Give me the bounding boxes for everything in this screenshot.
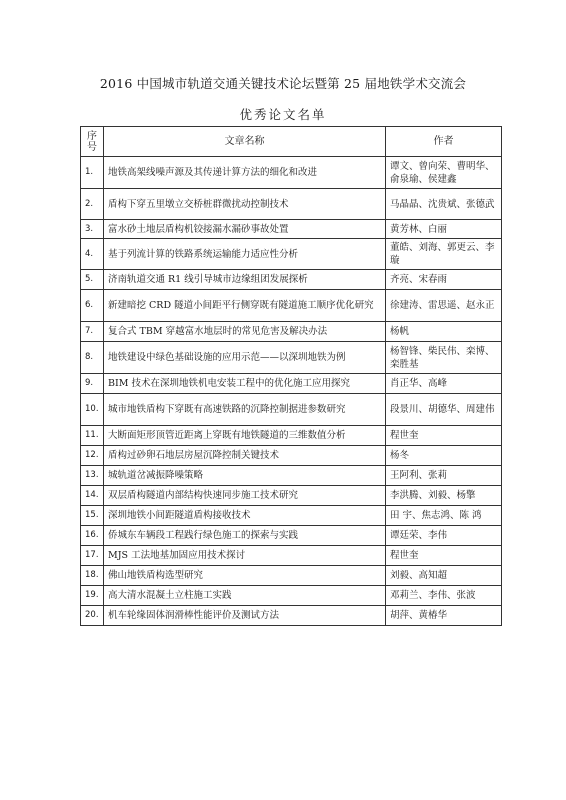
row-number: 12.	[81, 446, 104, 466]
table-row	[81, 546, 502, 566]
award-papers-table	[80, 126, 502, 626]
table-row	[81, 606, 502, 626]
paper-title: 双层盾构隧道内部结构快速同步施工技术研究	[104, 486, 386, 506]
paper-authors: 齐亮、宋春雨	[386, 270, 502, 290]
table-row	[81, 342, 502, 374]
header-authors: 作者	[386, 127, 502, 157]
table-row	[81, 270, 502, 290]
paper-authors: 马晶晶、沈贵斌、张德武	[386, 189, 502, 220]
row-number: 2.	[81, 189, 104, 220]
paper-authors: 李洪腾、刘毅、杨擎	[386, 486, 502, 506]
header-number-line2: 号	[87, 141, 97, 153]
row-number: 20.	[81, 606, 104, 626]
row-number: 5.	[81, 270, 104, 290]
paper-title: 基于列流计算的铁路系统运输能力适应性分析	[104, 239, 386, 270]
paper-title: 富水砂土地层盾构机铰接漏水漏砂事故处置	[104, 220, 386, 239]
paper-title: BIM 技术在深圳地铁机电安装工程中的优化施工应用探究	[104, 374, 386, 394]
paper-authors: 邓莉兰、李伟、张波	[386, 586, 502, 606]
paper-title: 机车轮缘固体润滑棒性能评价及测试方法	[104, 606, 386, 626]
paper-title: 新建暗挖 CRD 隧道小间距平行侧穿既有隧道施工顺序优化研究	[104, 290, 386, 322]
table-row	[81, 426, 502, 446]
table-row	[81, 239, 502, 270]
row-number: 1.	[81, 157, 104, 189]
table-row	[81, 506, 502, 526]
table-row	[81, 586, 502, 606]
paper-title: 地铁高架线噪声源及其传递计算方法的细化和改进	[104, 157, 386, 189]
header-title: 文章名称	[104, 127, 386, 157]
paper-title: 大断面矩形顶管近距离上穿既有地铁隧道的三维数值分析	[104, 426, 386, 446]
row-number: 14.	[81, 486, 104, 506]
row-number: 16.	[81, 526, 104, 546]
paper-title: 高大清水混凝土立柱施工实践	[104, 586, 386, 606]
paper-authors: 董皓、刘海、郭更云、李璇	[386, 239, 502, 270]
row-number: 3.	[81, 220, 104, 239]
paper-authors: 段景川、胡德华、周建伟	[386, 394, 502, 426]
row-number: 17.	[81, 546, 104, 566]
table-row	[81, 526, 502, 546]
paper-authors: 杨帆	[386, 322, 502, 342]
row-number: 7.	[81, 322, 104, 342]
paper-title: 佛山地铁盾构选型研究	[104, 566, 386, 586]
table-row	[81, 566, 502, 586]
row-number: 6.	[81, 290, 104, 322]
row-number: 18.	[81, 566, 104, 586]
paper-authors: 徐建涛、雷思遥、赵永正	[386, 290, 502, 322]
paper-authors: 程世奎	[386, 426, 502, 446]
table-row	[81, 374, 502, 394]
table-row	[81, 446, 502, 466]
paper-authors: 肖正华、高峰	[386, 374, 502, 394]
paper-title: 城轨道岔减振降噪策略	[104, 466, 386, 486]
paper-authors: 王阿利、张莉	[386, 466, 502, 486]
table-row	[81, 290, 502, 322]
row-number: 4.	[81, 239, 104, 270]
document-title: 2016 中国城市轨道交通关键技术论坛暨第 25 届地铁学术交流会	[99, 76, 467, 91]
row-number: 15.	[81, 506, 104, 526]
row-number: 9.	[81, 374, 104, 394]
row-number: 19.	[81, 586, 104, 606]
paper-authors: 刘毅、高知超	[386, 566, 502, 586]
paper-authors: 谭文、曾向荣、曹明华、俞泉瑜、侯建鑫	[386, 157, 502, 189]
paper-title: 侨城东车辆段工程践行绿色施工的探索与实践	[104, 526, 386, 546]
table-row	[81, 486, 502, 506]
paper-authors: 黄芳林、白丽	[386, 220, 502, 239]
paper-authors: 谭廷荣、李伟	[386, 526, 502, 546]
table-row	[81, 394, 502, 426]
header-number-line1: 序	[87, 130, 97, 142]
paper-title: 深圳地铁小间距隧道盾构接收技术	[104, 506, 386, 526]
table-row	[81, 466, 502, 486]
paper-authors: 杨冬	[386, 446, 502, 466]
header-number	[81, 127, 104, 157]
paper-authors: 程世奎	[386, 546, 502, 566]
paper-authors: 田 宇、焦志鸿、陈 鸿	[386, 506, 502, 526]
row-number: 8.	[81, 342, 104, 374]
paper-authors: 杨智锋、柴民伟、栾博、栾胜基	[386, 342, 502, 374]
paper-authors: 胡萍、黄椿华	[386, 606, 502, 626]
table-body	[81, 157, 502, 626]
document-subtitle: 优秀论文名单	[239, 107, 327, 122]
table-row	[81, 189, 502, 220]
paper-title: 地铁建设中绿色基础设施的应用示范——以深圳地铁为例	[104, 342, 386, 374]
paper-title: 盾构过砂卵石地层房屋沉降控制关键技术	[104, 446, 386, 466]
row-number: 10.	[81, 394, 104, 426]
row-number: 11.	[81, 426, 104, 446]
table-header-row	[81, 127, 502, 157]
row-number: 13.	[81, 466, 104, 486]
paper-title: MJS 工法地基加固应用技术探讨	[104, 546, 386, 566]
paper-title: 盾构下穿五里墩立交桥桩群微扰动控制技术	[104, 189, 386, 220]
table-row	[81, 220, 502, 239]
table-row	[81, 157, 502, 189]
paper-title: 复合式 TBM 穿越富水地层时的常见危害及解决办法	[104, 322, 386, 342]
paper-title: 城市地铁盾构下穿既有高速铁路的沉降控制据进参数研究	[104, 394, 386, 426]
table-row	[81, 322, 502, 342]
paper-title: 济南轨道交通 R1 线引导城市边缘组团发展探析	[104, 270, 386, 290]
